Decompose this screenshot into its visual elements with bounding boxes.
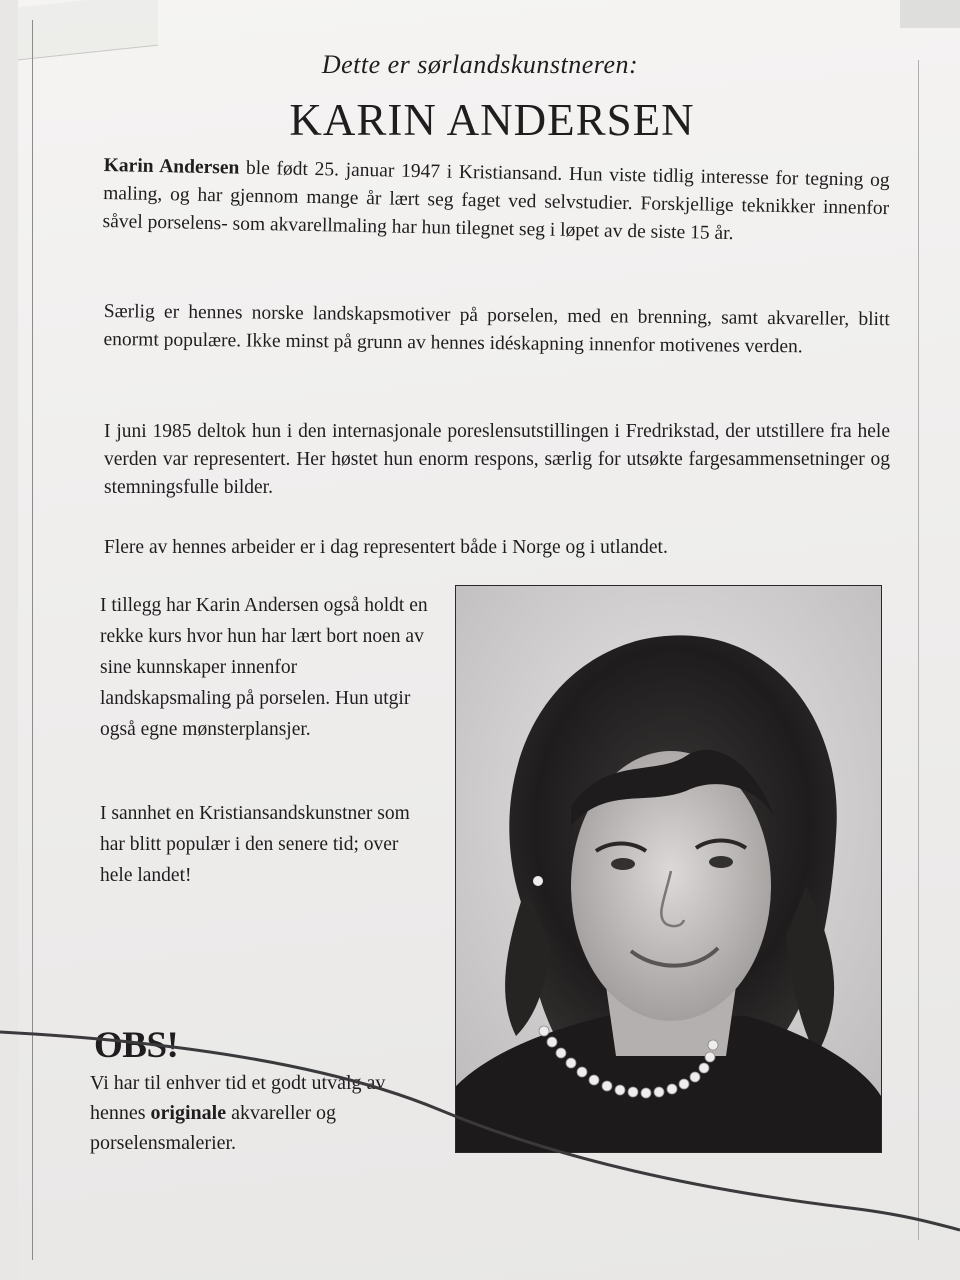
bio-paragraph-2: Særlig er hennes norske landskapsmotiver på porselen, med en brenning, samt akvareller, blitt enormt populære. Ikke minst på grunn av hennes idéskapning innenfor motivenes verden. [103, 300, 890, 358]
obs-text-after: akvareller og porselensmalerier. [90, 1102, 337, 1154]
artist-name-title: KARIN ANDERSEN [289, 95, 695, 145]
bio-paragraph-4: Flere av hennes arbeider er i dag representert både i Norge og i utlandet. [104, 537, 668, 558]
border-line-left [32, 20, 33, 1260]
courses-paragraph: I tillegg har Karin Andersen også holdt en rekke kurs hvor hun har lært bort noen av sine kunnskaper innenfor landskapsmaling på porselen. Hun utgir også egne mønsterplansjer. [100, 595, 428, 740]
bio-paragraph-1-text: ble født 25. januar 1947 i Kristiansand. Hun viste tidlig interesse for tegning og maling, og har gjennom mange år lært seg faget ved selvstudier. Forskjellige teknikker innenfor såvel porselens- som akvarellmaling har hun tilegnet seg i løpet av de siste 15 år. [102, 157, 890, 245]
bio-paragraph-3: I juni 1985 deltok hun i den internasjonale poreslensutstillingen i Fredrikstad, der utstillere fra hele verden var representert. Her høstet hun enorm respons, særlig for utsøkte fargesammensetninger og stemningsfulle bilder. [104, 421, 890, 498]
closing-paragraph: I sannhet en Kristiansandskunstner som har blitt populær i den senere tid; over hele landet! [100, 803, 410, 886]
obs-heading: OBS! [94, 1025, 179, 1066]
obs-notice [90, 1068, 430, 1158]
obs-text-before: Vi har til enhver tid et godt utvalg av hennes [90, 1072, 386, 1124]
portrait-illustration [456, 586, 881, 1152]
obs-text-bold: originale [150, 1102, 227, 1124]
artist-name-inline: Karin Andersen [103, 154, 240, 179]
intro-line: Dette er sørlandskunstneren: [321, 50, 639, 79]
portrait-photo [455, 585, 882, 1153]
border-line-right [918, 60, 919, 1240]
bio-paragraph-1 [102, 152, 889, 251]
tape-strip [900, 0, 960, 28]
